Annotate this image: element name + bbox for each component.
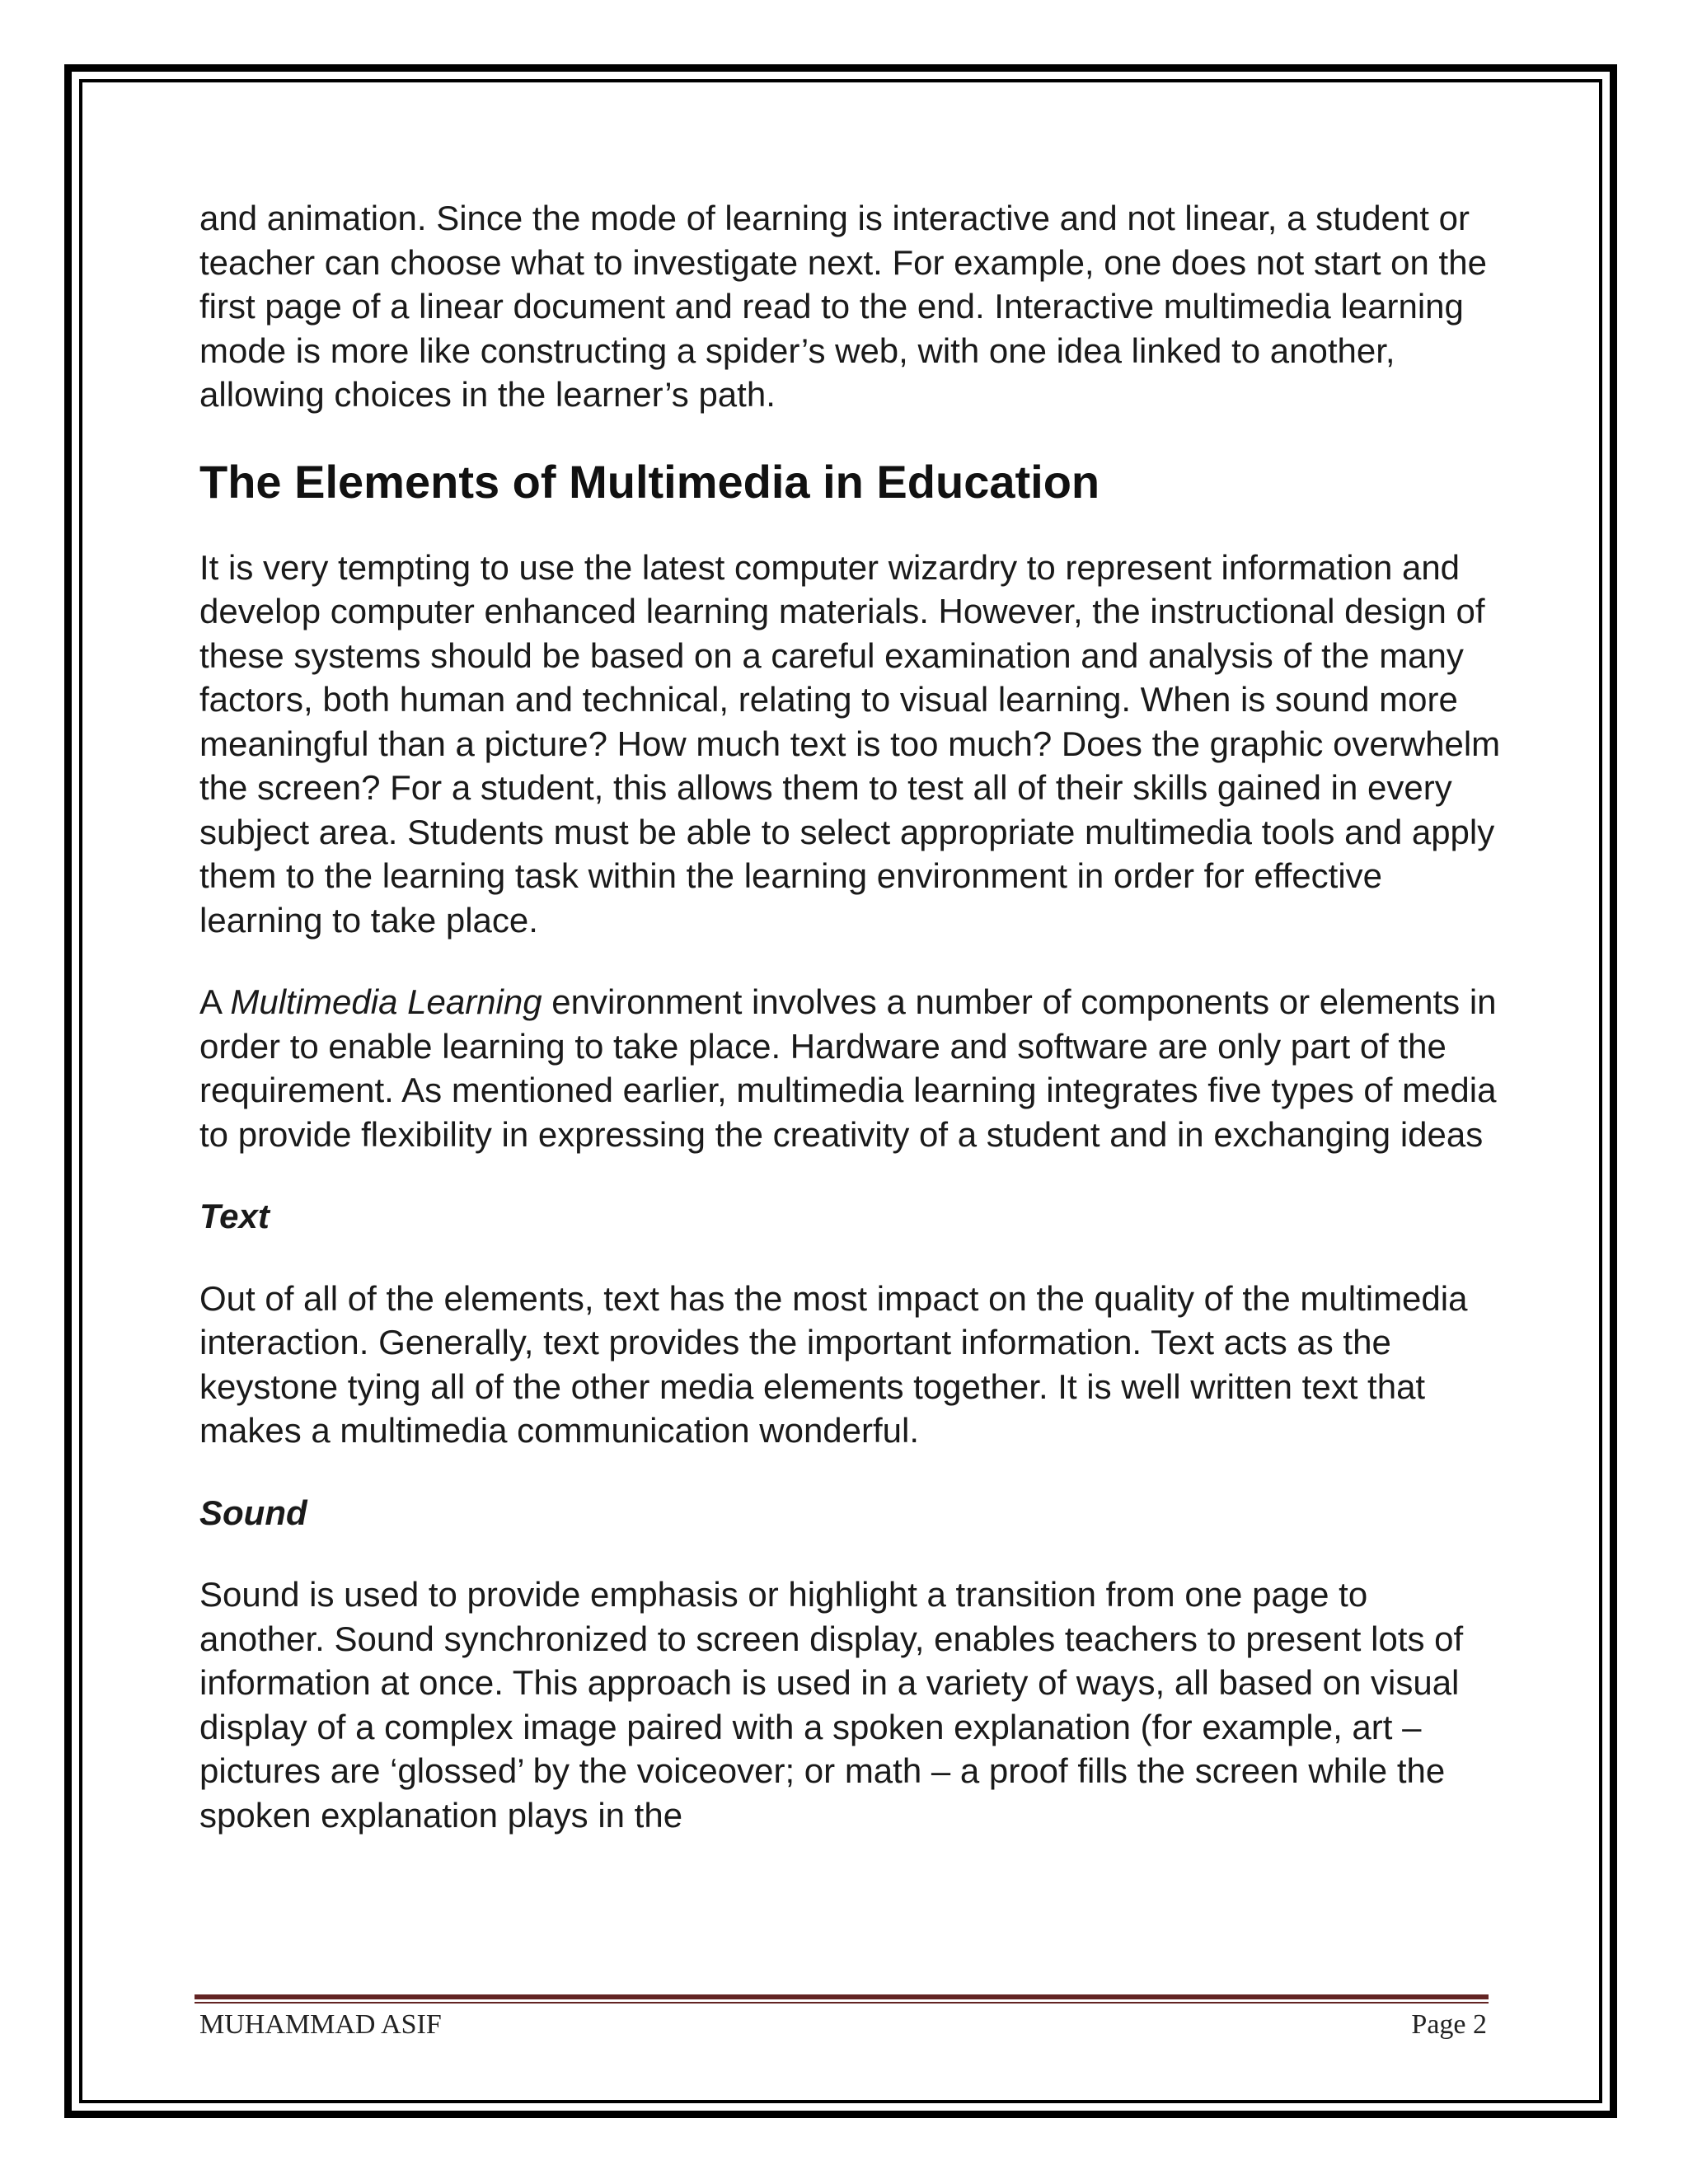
paragraph-1: It is very tempting to use the latest computer wizardry to represent information and develop computer enhanced learning materials. However, the instructional design of these systems should be based on a careful examination and analysis of the many factors, both human and technical, relating to visual learning. When is sound more meaningful than a picture? How much text is too much? Does the graphic overwhelm the screen? For a student, this allows them to test all of their skills gained in every subject area. Students must be able to select appropriate multimedia tools and apply them to the learning task within the learning environment in order for effective learning to take place. [199, 547, 1501, 940]
sound-heading: Sound [199, 1493, 307, 1532]
paragraph-2-prefix: A [199, 982, 231, 1021]
intro-paragraph: and animation. Since the mode of learning is interactive and not linear, a student or teacher can choose what to investigate next. For example, one does not start on the first page of a linear document and read to the end. Interactive multimedia learning mode is more like constructing a spider’s web, with one idea linked to another, allowing choices in the learner’s path. [199, 199, 1487, 414]
section-heading: The Elements of Multimedia in Education [199, 455, 1100, 508]
paragraph-2 [199, 980, 1502, 1156]
sound-paragraph: Sound is used to provide emphasis or highlight a transition from one page to another. Sound synchronized to screen display, enables teachers to present lots of information at once. This approach is used in a variety of ways, all based on visual display of a complex image paired with a spoken explanation (for example, art – pictures are ‘glossed’ by the voiceover; or math – a proof fills the screen while the spoken explanation plays in the [199, 1575, 1464, 1835]
footer-page-number: Page 2 [1411, 2009, 1487, 2040]
footer-author: MUHAMMAD ASIF [199, 2009, 442, 2040]
text-heading: Text [199, 1197, 270, 1235]
text-paragraph: Out of all of the elements, text has the most impact on the quality of the multimedia interaction. Generally, text provides the important information. Text acts as the keystone tying all of the other media elements together. It is well written text that makes a multimedia communication wonderful. [199, 1278, 1468, 1450]
paragraph-2-suffix: environment involves a number of components or elements in order to enable learning to take place. Hardware and software are only part of the requirement. As mentioned earlier, multimedia learning integrates five types of media to provide flexibility in expressing the creativity of a student and in exchanging ideas [199, 982, 1497, 1154]
document-body [199, 196, 1502, 1875]
footer-rule [195, 1994, 1489, 2004]
paragraph-2-emphasis: Multimedia Learning [230, 982, 542, 1021]
